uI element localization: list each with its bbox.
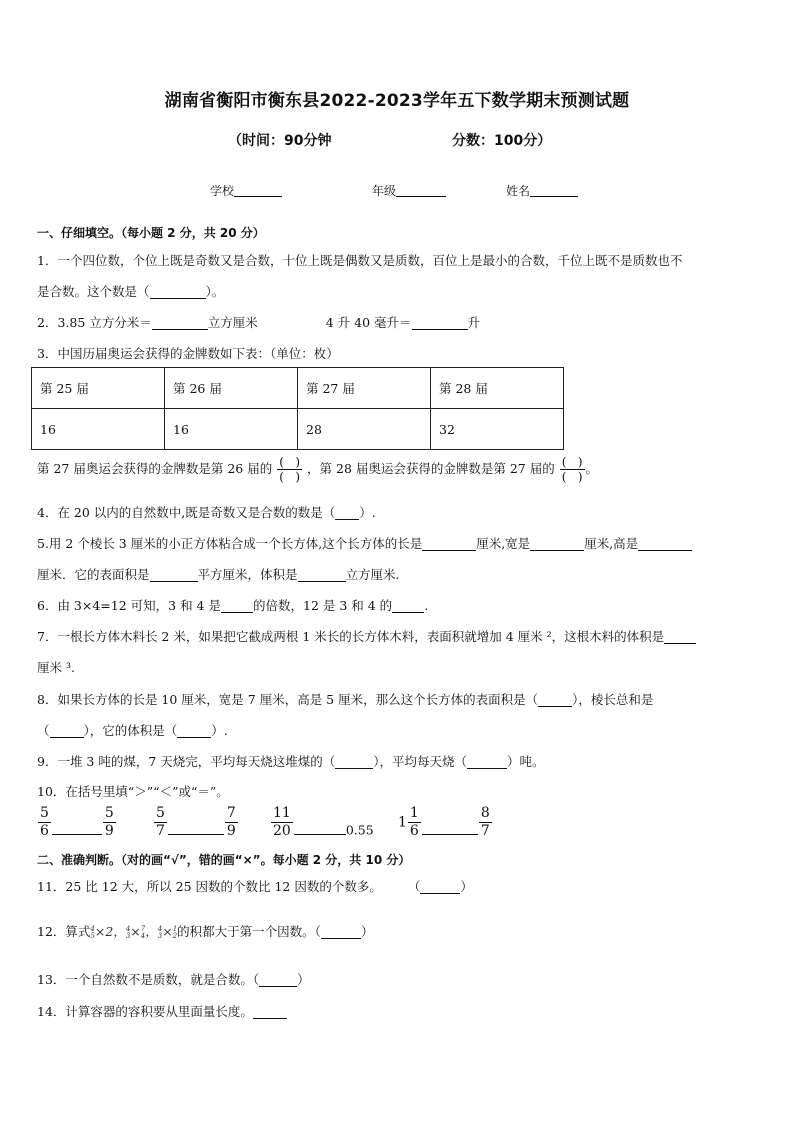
frac-num: [560, 455, 585, 470]
paren-open: (: [561, 455, 567, 469]
paren-open: (: [279, 470, 284, 484]
q1-text: 是合数。这个数是（: [37, 284, 150, 299]
q2-part-c: 4 升 40 毫升＝: [325, 315, 412, 330]
q1-answer-blank[interactable]: [150, 284, 206, 299]
frac-num: 5: [104, 805, 114, 821]
question-1-line-2: [37, 282, 224, 300]
q7-blank[interactable]: [664, 629, 696, 644]
q5-a: 5.用 2 个棱长 3 厘米的小正方体粘合成一个长方体,这个长方体的长是: [37, 536, 423, 551]
q5-e: 平方厘米，体积是: [197, 567, 298, 582]
q4-text: 4．在 20 以内的自然数中,既是奇数又是合数的数是（: [37, 505, 336, 520]
q2-blank-2[interactable]: [412, 315, 468, 330]
q4-blank[interactable]: [335, 505, 359, 520]
q10-blank-2[interactable]: [168, 820, 224, 835]
q6-a: 6．由 3×4=12 可知，3 和 4 是: [37, 598, 221, 613]
section-1-heading: 一、仔细填空。（每小题 2 分，共 20 分）: [37, 226, 265, 240]
question-3-question: [37, 455, 598, 484]
frac-den: 6: [409, 823, 419, 839]
q6-c: .: [424, 598, 429, 613]
q2-unit-2: 升: [467, 315, 481, 330]
frac-den: 5: [90, 931, 95, 940]
question-2: [37, 313, 480, 331]
q3-text-a: 第 27 届奥运会获得的金牌数是第 26 届的: [37, 461, 273, 476]
table-header-cell: 第 26 届: [165, 368, 298, 409]
paren-close: ): [577, 455, 583, 469]
q14-text: 14．计算容器的容积要从里面量长度。: [37, 1004, 253, 1019]
q5-f: 立方厘米.: [345, 567, 400, 582]
frac-den: 9: [226, 823, 236, 839]
question-6: [37, 596, 428, 614]
frac-den: 9: [104, 823, 114, 839]
time-limit: （时间：90分钟: [228, 133, 332, 149]
question-9: [37, 752, 545, 770]
question-1-line-1: 1．一个四位数，个位上既是奇数又是合数，十位上既是偶数又是质数，百位上是最小的合数，千位上既不是质数也不: [37, 253, 683, 268]
q12-b: 的积都大于第一个因数。（: [177, 924, 321, 939]
q3-text-b: ，第 28 届奥运会获得的金牌数是第 27 届的: [307, 461, 555, 476]
frac-num: 1: [409, 805, 419, 821]
q9-b: ），平均每天烧（: [373, 754, 468, 769]
paren-close: ): [577, 470, 583, 484]
q3-fraction-blank-1[interactable]: [277, 455, 302, 484]
page-title: 湖南省衡阳市衡东县2022-2023学年五下数学期末预测试题: [164, 91, 630, 111]
frac-num: 11: [273, 805, 291, 821]
q6-b: 的倍数，12 是 3 和 4 的: [253, 598, 393, 613]
medal-table: [31, 367, 564, 450]
frac-den: 6: [40, 823, 49, 839]
q9-c: ）吨。: [507, 754, 545, 769]
q8-e: ）.: [211, 723, 228, 738]
school-label: 学校: [210, 184, 235, 198]
q3-text-c: 。: [585, 461, 599, 476]
q10-blank-4[interactable]: [422, 820, 478, 835]
question-10-intro: 10．在括号里填“＞”“＜”或“＝”。: [37, 784, 229, 799]
question-7-line-2: 厘米 ³.: [37, 660, 75, 675]
q12-sep: ，: [145, 924, 158, 939]
question-5-line-2: [37, 565, 400, 583]
q11-paren-open: （: [407, 879, 421, 894]
q10-compare-4: [398, 805, 493, 840]
table-cell: 16: [32, 409, 165, 450]
frac-den: 7: [480, 823, 490, 839]
q12-op-3: ×: [162, 924, 173, 939]
frac-num: 7: [140, 924, 146, 933]
question-11: [37, 877, 473, 895]
table-header-cell: 第 27 届: [298, 368, 431, 409]
q12-answer-blank[interactable]: [321, 924, 361, 939]
frac-num: [277, 455, 302, 470]
q13-text: 13．一个自然数不是质数，就是合数。（: [37, 972, 260, 987]
question-3-intro: 3．中国历届奥运会获得的金牌数如下表：（单位：枚）: [37, 346, 339, 361]
q10-compare-1: [37, 805, 117, 840]
name-label: 姓名: [506, 184, 531, 198]
frac-num: 1: [172, 924, 178, 933]
q9-blank-1[interactable]: [335, 754, 373, 769]
q2-part-a: 2．3.85 立方分米＝: [37, 315, 152, 330]
q2-unit-1: 立方厘米: [207, 315, 258, 330]
question-4: [37, 503, 376, 521]
question-14: [37, 1002, 287, 1020]
frac-num: 8: [480, 805, 490, 821]
q8-a: 8．如果长方体的长是 10 厘米，宽是 7 厘米，高是 5 厘米，那么这个长方体的表面积是（: [37, 692, 539, 707]
q9-blank-2[interactable]: [467, 754, 507, 769]
q12-op-2: ×: [130, 924, 141, 939]
mixed-whole: 1: [398, 814, 407, 831]
paren-close: ): [295, 470, 301, 484]
question-7-line-1: [37, 627, 696, 645]
grade-blank[interactable]: [396, 182, 446, 197]
q5-blank-width[interactable]: [530, 536, 584, 551]
table-cell: 16: [165, 409, 298, 450]
q6-blank-2[interactable]: [392, 598, 424, 613]
q2-blank-1[interactable]: [152, 315, 208, 330]
total-score: 分数：100分）: [452, 133, 552, 149]
school-field[interactable]: [210, 182, 234, 199]
q5-c: 厘米,高是: [584, 536, 639, 551]
table-header-row: [32, 368, 564, 409]
q8-b: ），棱长总和是: [572, 692, 654, 707]
q5-blank-volume[interactable]: [298, 567, 346, 582]
q1-close: ）。: [205, 284, 225, 299]
table-row: [32, 409, 564, 450]
grade-field[interactable]: [372, 182, 396, 199]
frac-num: 5: [40, 805, 49, 821]
paren-open: (: [561, 470, 567, 484]
frac-den: 3: [125, 931, 131, 940]
table-cell: 32: [431, 409, 564, 450]
frac-num: 7: [226, 805, 236, 821]
q12-c: ）: [360, 924, 374, 939]
q8-blank-edges[interactable]: [50, 723, 84, 738]
frac-num: 5: [156, 805, 165, 821]
question-8-line-1: [37, 690, 653, 708]
q12-op-1: ×2，: [94, 924, 126, 939]
q5-d: 厘米．它的表面积是: [37, 567, 150, 582]
q6-blank-1[interactable]: [221, 598, 253, 613]
name-blank[interactable]: [530, 182, 578, 197]
table-cell: 28: [298, 409, 431, 450]
q10-blank-1[interactable]: [52, 820, 102, 835]
grade-label: 年级: [372, 184, 397, 198]
q12-a: 12．算式: [37, 924, 91, 939]
question-8-line-2: [37, 721, 228, 739]
q10-blank-3[interactable]: [294, 820, 346, 835]
question-12: [37, 922, 373, 940]
q14-answer-blank[interactable]: [253, 1004, 287, 1019]
q5-blank-length[interactable]: [422, 536, 476, 551]
paren-close: ): [295, 455, 301, 469]
q5-blank-area[interactable]: [150, 567, 198, 582]
frac-den: [277, 470, 302, 484]
q11-text: 11．25 比 12 大，所以 25 因数的个数比 12 因数的个数多。: [37, 879, 382, 894]
frac-num: 4: [157, 924, 163, 933]
q11-answer-blank[interactable]: [420, 879, 460, 894]
q7-a: 7．一根长方体木料长 2 米，如果把它截成两根 1 米长的长方体木料，表面积就增加 4 厘米 ²，这根木料的体积是: [37, 629, 665, 644]
q10-compare-3: [270, 805, 374, 840]
question-5-line-1: [37, 534, 692, 552]
q5-blank-height[interactable]: [638, 536, 692, 551]
q8-blank-area[interactable]: [538, 692, 572, 707]
q10-compare-2: [153, 805, 239, 840]
school-blank[interactable]: [234, 182, 282, 197]
q5-b: 厘米,宽是: [476, 536, 531, 551]
q10-decimal: 0.55: [345, 822, 374, 838]
question-13: [37, 970, 310, 988]
frac-den: 7: [156, 823, 165, 839]
q3-fraction-blank-2[interactable]: [560, 455, 585, 484]
frac-den: [560, 470, 585, 484]
q8-c: （: [37, 723, 50, 738]
q8-blank-volume[interactable]: [177, 723, 211, 738]
q8-d: ），它的体积是（: [83, 723, 178, 738]
paren-open: (: [279, 455, 284, 469]
table-header-cell: 第 28 届: [431, 368, 564, 409]
frac-den: 20: [273, 823, 291, 839]
frac-den: 3: [157, 931, 163, 940]
q9-a: 9．一堆 3 吨的煤，7 天烧完，平均每天烧这堆煤的（: [37, 754, 336, 769]
frac-den: 2: [172, 931, 178, 940]
section-2-heading: 二、准确判断。（对的画“√”，错的画“×”。每小题 2 分，共 10 分）: [37, 853, 411, 867]
q4-end: ）.: [359, 505, 376, 520]
name-field[interactable]: [506, 182, 530, 199]
table-header-cell: 第 25 届: [32, 368, 165, 409]
frac-num: 4: [125, 924, 131, 933]
frac-den: 4: [140, 931, 146, 940]
q13-end: ）: [297, 972, 310, 987]
q13-answer-blank[interactable]: [259, 972, 297, 987]
q11-paren-close: ）: [460, 879, 473, 894]
frac-num: 4: [90, 924, 95, 933]
